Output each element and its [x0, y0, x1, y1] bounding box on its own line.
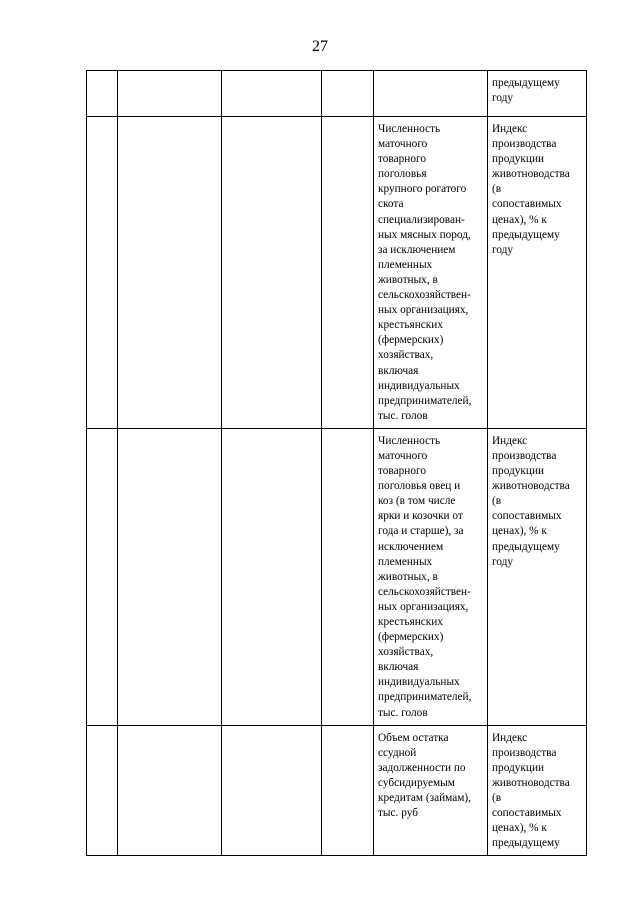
table-cell-empty	[118, 725, 222, 856]
index-cell	[488, 117, 587, 429]
table-cell-empty	[87, 428, 118, 725]
table-cell-empty	[322, 725, 374, 856]
table-cell-empty	[87, 725, 118, 856]
table-cell-empty	[322, 428, 374, 725]
index-text: предыдущему году	[492, 77, 560, 105]
table-row	[87, 428, 587, 725]
index-text: Индекс производства продукции животноводства (в сопоставимых ценах), % к предыдущему году	[492, 434, 570, 568]
table-cell-empty	[118, 71, 222, 117]
index-cell	[488, 71, 587, 117]
page-number: 27	[312, 38, 328, 55]
indicator-cell	[374, 117, 488, 429]
table-cell-empty	[222, 117, 322, 429]
table-cell-empty	[322, 71, 374, 117]
table-row	[87, 117, 587, 429]
index-text: Индекс производства продукции животноводства (в сопоставимых ценах), % к предыдущему году	[492, 123, 570, 256]
table-cell-empty	[118, 428, 222, 725]
table-cell-empty	[87, 117, 118, 429]
table-cell-empty	[222, 725, 322, 856]
table-cell-empty	[322, 117, 374, 429]
index-cell	[488, 428, 587, 725]
indicator-cell	[374, 71, 488, 117]
table-row	[87, 725, 587, 856]
indicator-text: Численность маточного товарного поголовья овец и коз (в том числе ярки и козочки от года и старше), за исключением племенных животных, в сельскохозяйствен- ных организациях, крестьянских (фермерских) хозяйствах, включая индивидуальных предпринимателей, тыс. голов	[378, 434, 472, 719]
indicator-cell	[374, 428, 488, 725]
table-cell-empty	[222, 71, 322, 117]
index-cell	[488, 725, 587, 856]
indicator-cell	[374, 725, 488, 856]
table-row	[87, 71, 587, 117]
index-text: Индекс производства продукции животноводства (в сопоставимых ценах), % к предыдущему	[492, 731, 570, 850]
indicator-table	[86, 70, 587, 856]
table-cell-empty	[222, 428, 322, 725]
table-cell-empty	[118, 117, 222, 429]
indicator-text: Численность маточного товарного поголовья крупного рогатого скота специализирован- ных мясных пород, за исключением племенных животных, в сельскохозяйствен- ных организациях, крестьянских (фермерских) хозяйствах, включая индивидуальных предпринимателей, тыс. голов	[378, 123, 472, 422]
indicator-text: Объем остатка ссудной задолженности по субсидируемым кредитам (займам), тыс. руб	[378, 731, 471, 820]
table-cell-empty	[87, 71, 118, 117]
